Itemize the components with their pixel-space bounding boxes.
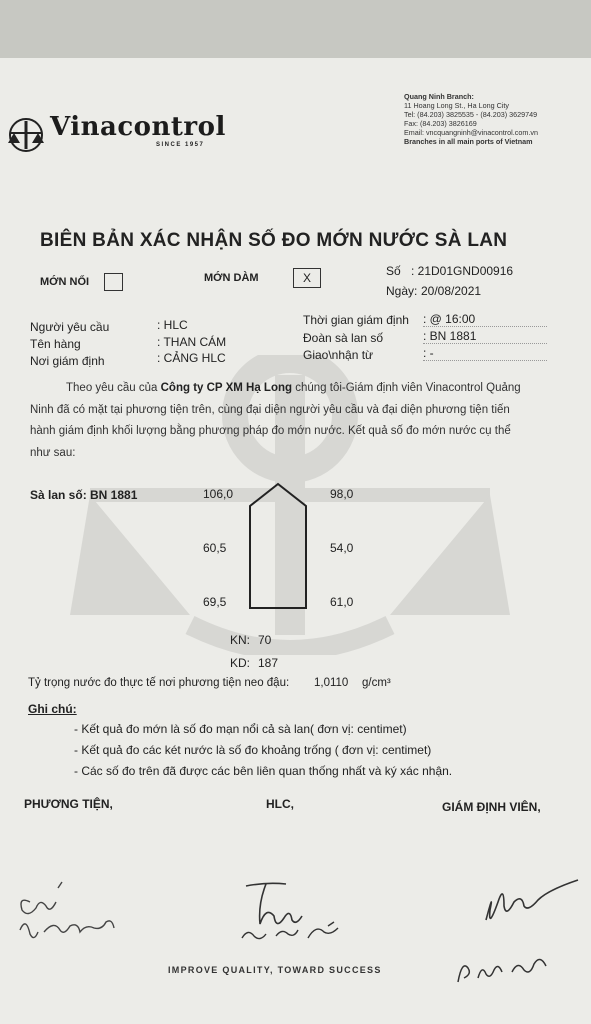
vinacontrol-logo-icon — [6, 117, 46, 153]
noi-giam-dinh-label: Nơi giám định — [30, 354, 105, 368]
noi-giam-dinh-value: : CẢNG HLC — [157, 351, 226, 365]
giao-nhan-underline — [423, 360, 547, 361]
barge-number: BN 1881 — [90, 488, 138, 502]
draft-left-stern: 69,5 — [203, 595, 227, 609]
thoi-gian-underline — [423, 326, 547, 327]
density-label: Tỷ trọng nước đo thực tế nơi phương tiện neo đậu: — [28, 677, 290, 689]
mon-dam-label: MỚN DÀM — [204, 272, 259, 284]
kn-value: 70 — [258, 633, 272, 647]
draft-right-stern: 61,0 — [330, 595, 354, 609]
branch-ports: Branches in all main ports of Vietnam — [404, 137, 533, 146]
draft-right-bow: 98,0 — [330, 487, 354, 501]
ngay-label: Ngày: — [386, 284, 418, 298]
nguoi-yeu-cau-value: : HLC — [157, 318, 188, 332]
giao-nhan-value: : - — [423, 346, 434, 360]
signature-phuong-tien — [10, 880, 130, 950]
intro-line-4: như sau: — [30, 447, 76, 459]
nguoi-yeu-cau-label: Người yêu cầu — [30, 320, 110, 334]
branch-email: Email: vncquangninh@vinacontrol.com.vn — [404, 128, 538, 137]
mon-dam-checkbox[interactable] — [293, 268, 321, 288]
footer-slogan: IMPROVE QUALITY, TOWARD SUCCESS — [168, 965, 382, 975]
signature-inspector — [446, 870, 586, 990]
so-label: Số — [386, 264, 401, 278]
note-item-2: - Kết quả đo các két nước là số đo khoảng trống ( đơn vị: centimet) — [74, 743, 432, 757]
density-value: 1,0110 — [314, 677, 349, 689]
giao-nhan-label: Giao\nhận từ — [303, 348, 374, 362]
draft-right-mid: 54,0 — [330, 541, 354, 555]
kd-value: 187 — [258, 656, 279, 670]
doan-sa-lan-value: : BN 1881 — [423, 329, 477, 343]
mon-noi-label: MỚN NỔI — [40, 276, 90, 288]
mon-noi-checkbox[interactable] — [104, 273, 123, 291]
branch-fax: Fax: (84.203) 3826169 — [404, 119, 477, 128]
document-title: BIÊN BẢN XÁC NHẬN SỐ ĐO MỚN NƯỚC SÀ LAN — [40, 230, 508, 251]
sig-inspector-heading: GIÁM ĐỊNH VIÊN, — [442, 800, 541, 814]
signature-hlc — [232, 878, 362, 950]
background-surface — [0, 0, 591, 58]
draft-left-mid: 60,5 — [203, 541, 227, 555]
mon-dam-mark: X — [302, 271, 311, 285]
barge-outline-diagram — [248, 482, 308, 610]
company-name: Vinacontrol — [50, 112, 226, 142]
branch-info — [404, 92, 538, 146]
intro-text-c: chúng tôi-Giám định viên Vinacontrol Quảng — [292, 382, 521, 394]
density-unit: g/cm³ — [362, 677, 391, 689]
branch-name: Quang Ninh Branch: — [404, 92, 474, 101]
ten-hang-value: : THAN CÁM — [157, 335, 227, 349]
sig-phuong-tien-heading: PHƯƠNG TIỆN, — [24, 797, 113, 811]
intro-text-a: Theo yêu cầu của — [66, 382, 161, 394]
draft-left-bow: 106,0 — [203, 487, 234, 501]
ngay-value: 20/08/2021 — [421, 284, 482, 298]
ten-hang-label: Tên hàng — [30, 337, 81, 351]
doan-sa-lan-underline — [423, 343, 547, 344]
intro-line-3: hành giám định khối lượng bằng phương pháp đo mớn nước. Kết quả số đo mớn nước cụ thể — [30, 425, 511, 437]
branch-address: 11 Hoang Long St., Ha Long City — [404, 101, 509, 110]
kn-label: KN: — [230, 633, 251, 647]
notes-heading: Ghi chú: — [28, 702, 77, 716]
doan-sa-lan-label: Đoàn sà lan số — [303, 331, 384, 345]
sig-hlc-heading: HLC, — [266, 797, 294, 811]
company-since: SINCE 1957 — [156, 142, 205, 148]
branch-tel: Tel: (84.203) 3825535 - (84.203) 3629749 — [404, 110, 538, 119]
intro-line-1 — [66, 378, 521, 400]
so-value: : 21D01GND00916 — [411, 264, 514, 278]
thoi-gian-label: Thời gian giám định — [303, 313, 409, 327]
client-company: Công ty CP XM Hạ Long — [160, 382, 293, 394]
intro-line-2: Ninh đã có mặt tại phương tiện trên, cùng đại diện người yêu cầu và đại diện phương tiện tiến — [30, 404, 510, 416]
thoi-gian-value: : @ 16:00 — [423, 312, 476, 326]
barge-label: Sà lan số: — [30, 488, 87, 502]
note-item-3: - Các số đo trên đã được các bên liên quan thống nhất và ký xác nhận. — [74, 764, 453, 778]
kd-label: KD: — [230, 656, 251, 670]
note-item-1: - Kết quả đo mớn là số đo mạn nổi cả sà lan( đơn vị: centimet) — [74, 722, 407, 736]
